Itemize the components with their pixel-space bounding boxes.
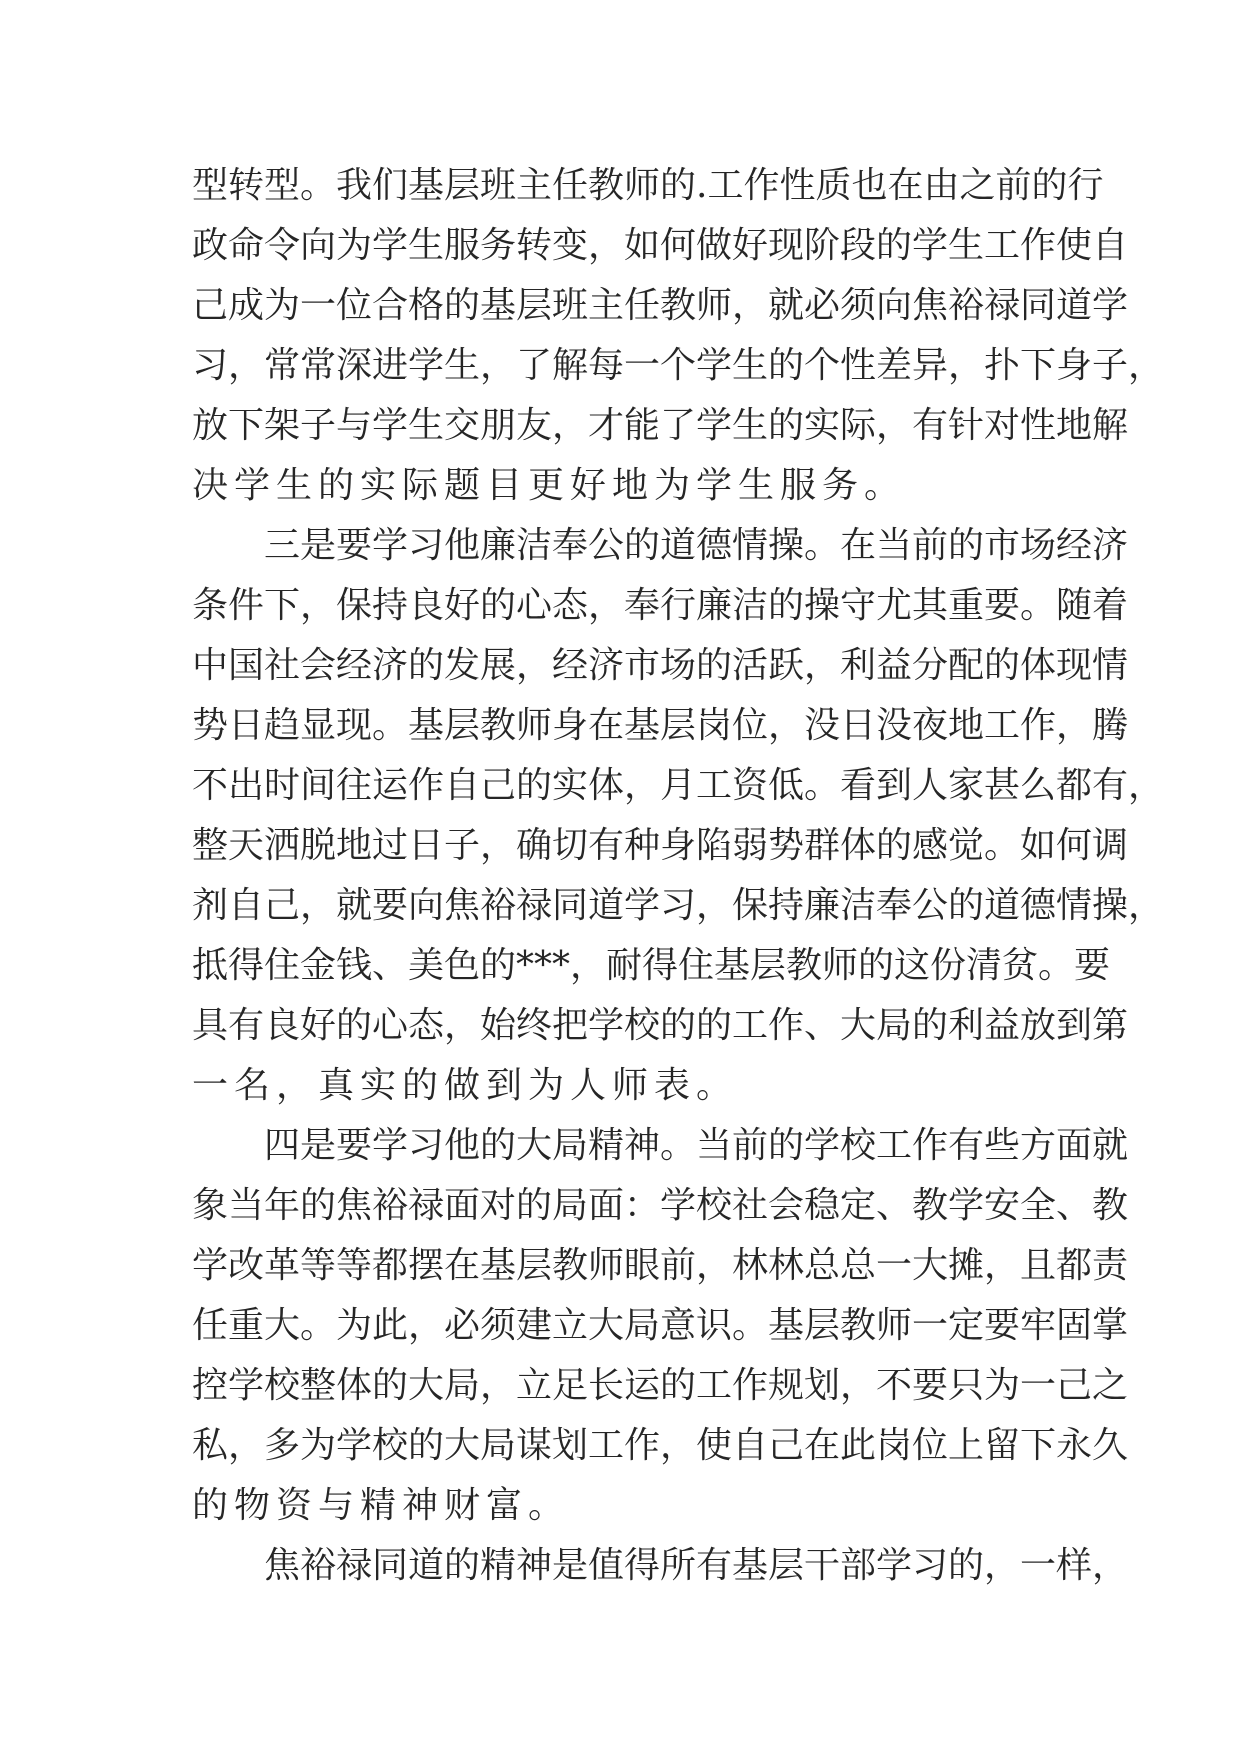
text-line: 私，多为学校的大局谋划工作，使自己在此岗位上留下永久	[192, 1425, 1129, 1466]
text-line: 四是要学习他的大局精神。当前的学校工作有些方面就	[264, 1125, 1129, 1166]
text-line: 己成为一位合格的基层班主任教师，就必须向焦裕禄同道学	[192, 285, 1129, 326]
text-line: 势日趋显现。基层教师身在基层岗位，没日没夜地工作，腾	[192, 705, 1129, 746]
text-line: 条件下，保持良好的心态，奉行廉洁的操守尤其重要。随着	[192, 585, 1129, 626]
text-line: 控学校整体的大局，立足长运的工作规划，不要只为一己之	[192, 1365, 1129, 1406]
text-line: 剂自己，就要向焦裕禄同道学习，保持廉洁奉公的道德情操，	[192, 885, 1165, 926]
text-line: 象当年的焦裕禄面对的局面：学校社会稳定、教学安全、教	[192, 1185, 1129, 1226]
text-line: 不出时间往运作自己的实体，月工资低。看到人家甚么都有，	[192, 765, 1165, 806]
text-line: 三是要学习他廉洁奉公的道德情操。在当前的市场经济	[264, 525, 1129, 566]
text-line: 政命令向为学生服务转变，如何做好现阶段的学生工作使自	[192, 225, 1129, 266]
body-text	[192, 156, 1165, 1596]
text-line: 决学生的实际题目更好地为学生服务。	[192, 465, 907, 506]
text-line: 一名，真实的做到为人师表。	[192, 1065, 739, 1106]
text-line: 型转型。我们基层班主任教师的.工作性质也在由之前的行	[192, 165, 1104, 206]
text-line: 焦裕禄同道的精神是值得所有基层干部学习的，一样，	[264, 1545, 1129, 1586]
text-line: 任重大。为此，必须建立大局意识。基层教师一定要牢固掌	[192, 1305, 1129, 1346]
text-line: 学改革等等都摆在基层教师眼前，林林总总一大摊，且都责	[192, 1245, 1129, 1286]
text-line: 放下架子与学生交朋友，才能了学生的实际，有针对性地解	[192, 405, 1129, 446]
text-line: 习，常常深进学生，了解每一个学生的个性差异，扑下身子，	[192, 345, 1165, 386]
text-line: 中国社会经济的发展，经济市场的活跃，利益分配的体现情	[192, 645, 1129, 686]
text-line: 的物资与精神财富。	[192, 1485, 571, 1526]
text-line: 整天洒脱地过日子，确切有种身陷弱势群体的感觉。如何调	[192, 825, 1129, 866]
text-line: 具有良好的心态，始终把学校的的工作、大局的利益放到第	[192, 1005, 1129, 1046]
text-line: 抵得住金钱、美色的***，耐得住基层教师的这份清贫。要	[192, 945, 1111, 986]
